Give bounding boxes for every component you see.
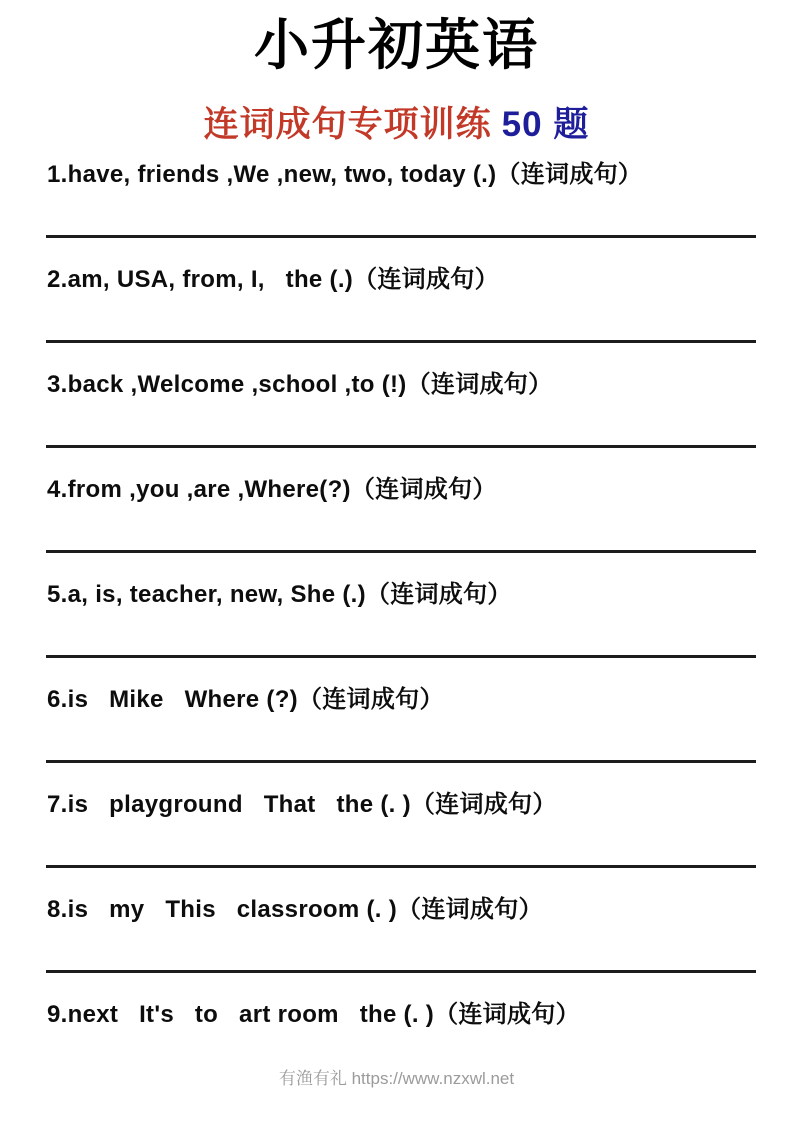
answer-line	[46, 340, 756, 343]
footer-watermark: 有渔有礼 https://www.nzxwl.net	[278, 1069, 515, 1088]
question-text: 5.a, is, teacher, new, She (.)（连词成句）	[47, 581, 512, 608]
answer-line	[46, 865, 756, 868]
answer-line	[46, 235, 756, 238]
question-item-1	[0, 160, 793, 238]
question-text: 1.have, friends ,We ,new, two, today (.)（连词成句）	[47, 161, 643, 188]
question-item-3	[0, 370, 793, 448]
question-list	[0, 160, 793, 1030]
question-item-6	[0, 685, 793, 763]
question-text: 2.am, USA, from, I, the (.)（连词成句）	[47, 266, 499, 293]
subtitle-count-text: 50 题	[501, 105, 590, 144]
page-subtitle	[0, 104, 793, 146]
answer-line	[46, 655, 756, 658]
question-text: 6.is Mike Where (?)（连词成句）	[47, 686, 444, 713]
question-item-9	[0, 1000, 793, 1030]
question-item-4	[0, 475, 793, 553]
question-text: 3.back ,Welcome ,school ,to (!)（连词成句）	[47, 371, 553, 398]
answer-line	[46, 550, 756, 553]
question-item-7	[0, 790, 793, 868]
question-item-8	[0, 895, 793, 973]
question-text: 7.is playground That the (. )（连词成句）	[47, 791, 557, 818]
answer-line	[46, 760, 756, 763]
question-text: 4.from ,you ,are ,Where(?)（连词成句）	[47, 476, 497, 503]
question-text: 9.next It's to art room the (. )（连词成句）	[47, 1001, 580, 1028]
question-text: 8.is my This classroom (. )（连词成句）	[47, 896, 543, 923]
subtitle-red-text: 连词成句专项训练	[203, 105, 492, 144]
page-title: 小升初英语	[253, 14, 539, 76]
answer-line	[46, 970, 756, 973]
question-item-2	[0, 265, 793, 343]
question-item-5	[0, 580, 793, 658]
answer-line	[46, 445, 756, 448]
